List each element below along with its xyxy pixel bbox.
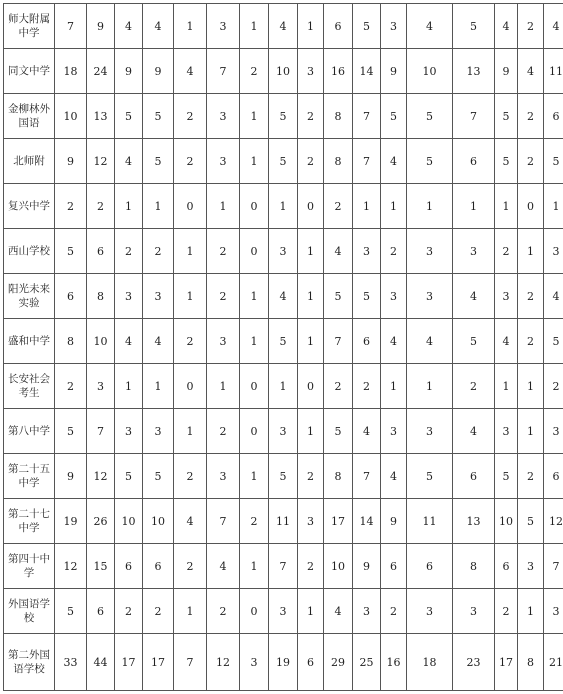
- value-cell: 2: [174, 544, 207, 589]
- value-cell: 8: [324, 94, 353, 139]
- value-cell: 5: [143, 94, 174, 139]
- school-name-cell: 盛和中学: [4, 319, 55, 364]
- value-cell: 2: [544, 364, 563, 409]
- value-cell: 2: [115, 229, 143, 274]
- value-cell: 6: [298, 634, 324, 691]
- value-cell: 3: [381, 4, 407, 49]
- table-row: [4, 634, 563, 691]
- school-name-cell: 第四十中学: [4, 544, 55, 589]
- value-cell: 2: [298, 544, 324, 589]
- value-cell: 1: [269, 364, 298, 409]
- value-cell: 2: [143, 229, 174, 274]
- value-cell: 3: [207, 454, 240, 499]
- value-cell: 2: [207, 589, 240, 634]
- value-cell: 2: [174, 319, 207, 364]
- value-cell: 7: [207, 49, 240, 94]
- value-cell: 1: [298, 409, 324, 454]
- value-cell: 0: [240, 229, 269, 274]
- school-name-cell: 第二十七中学: [4, 499, 55, 544]
- value-cell: 2: [240, 49, 269, 94]
- value-cell: 3: [407, 589, 453, 634]
- value-cell: 16: [324, 49, 353, 94]
- value-cell: 5: [407, 94, 453, 139]
- value-cell: 1: [298, 319, 324, 364]
- value-cell: 1: [381, 364, 407, 409]
- value-cell: 1: [495, 364, 518, 409]
- school-name-cell: 金柳林外国语: [4, 94, 55, 139]
- value-cell: 1: [143, 364, 174, 409]
- value-cell: 8: [324, 454, 353, 499]
- value-cell: 2: [324, 184, 353, 229]
- value-cell: 0: [298, 184, 324, 229]
- value-cell: 0: [240, 364, 269, 409]
- value-cell: 1: [174, 229, 207, 274]
- value-cell: 5: [115, 454, 143, 499]
- school-quota-table: [3, 3, 563, 691]
- value-cell: 5: [544, 139, 563, 184]
- value-cell: 6: [87, 229, 115, 274]
- value-cell: 3: [518, 544, 544, 589]
- value-cell: 5: [353, 4, 381, 49]
- value-cell: 0: [174, 364, 207, 409]
- value-cell: 5: [495, 94, 518, 139]
- value-cell: 4: [407, 4, 453, 49]
- value-cell: 0: [240, 184, 269, 229]
- value-cell: 9: [381, 49, 407, 94]
- value-cell: 10: [324, 544, 353, 589]
- value-cell: 44: [87, 634, 115, 691]
- value-cell: 5: [407, 454, 453, 499]
- value-cell: 9: [495, 49, 518, 94]
- value-cell: 1: [115, 184, 143, 229]
- value-cell: 2: [115, 589, 143, 634]
- value-cell: 7: [87, 409, 115, 454]
- value-cell: 6: [453, 454, 495, 499]
- value-cell: 17: [324, 499, 353, 544]
- value-cell: 3: [115, 274, 143, 319]
- value-cell: 9: [55, 139, 87, 184]
- value-cell: 4: [407, 319, 453, 364]
- value-cell: 8: [453, 544, 495, 589]
- value-cell: 2: [207, 409, 240, 454]
- value-cell: 3: [207, 319, 240, 364]
- value-cell: 3: [407, 274, 453, 319]
- value-cell: 7: [544, 544, 563, 589]
- value-cell: 7: [353, 139, 381, 184]
- value-cell: 4: [353, 409, 381, 454]
- table-row: [4, 184, 563, 229]
- school-name-cell: 师大附属中学: [4, 4, 55, 49]
- value-cell: 1: [269, 184, 298, 229]
- table-row: [4, 49, 563, 94]
- value-cell: 12: [87, 454, 115, 499]
- value-cell: 8: [87, 274, 115, 319]
- value-cell: 3: [495, 409, 518, 454]
- value-cell: 0: [174, 184, 207, 229]
- value-cell: 10: [495, 499, 518, 544]
- value-cell: 5: [495, 454, 518, 499]
- table-row: [4, 229, 563, 274]
- value-cell: 4: [544, 4, 563, 49]
- value-cell: 6: [407, 544, 453, 589]
- value-cell: 2: [518, 319, 544, 364]
- value-cell: 12: [207, 634, 240, 691]
- table-row: [4, 364, 563, 409]
- table-row: [4, 94, 563, 139]
- value-cell: 1: [518, 364, 544, 409]
- value-cell: 3: [207, 4, 240, 49]
- value-cell: 2: [143, 589, 174, 634]
- value-cell: 23: [453, 634, 495, 691]
- value-cell: 4: [453, 409, 495, 454]
- value-cell: 16: [381, 634, 407, 691]
- value-cell: 3: [240, 634, 269, 691]
- value-cell: 3: [143, 274, 174, 319]
- value-cell: 2: [518, 94, 544, 139]
- value-cell: 19: [269, 634, 298, 691]
- value-cell: 3: [544, 229, 563, 274]
- table-row: [4, 4, 563, 49]
- value-cell: 18: [55, 49, 87, 94]
- value-cell: 2: [353, 364, 381, 409]
- school-name-cell: 北师附: [4, 139, 55, 184]
- value-cell: 4: [381, 319, 407, 364]
- value-cell: 6: [87, 589, 115, 634]
- value-cell: 1: [143, 184, 174, 229]
- value-cell: 2: [495, 229, 518, 274]
- value-cell: 12: [55, 544, 87, 589]
- value-cell: 2: [495, 589, 518, 634]
- value-cell: 24: [87, 49, 115, 94]
- value-cell: 4: [495, 319, 518, 364]
- value-cell: 11: [544, 49, 563, 94]
- value-cell: 1: [174, 589, 207, 634]
- table-row: [4, 499, 563, 544]
- value-cell: 1: [518, 229, 544, 274]
- table-row: [4, 454, 563, 499]
- value-cell: 2: [381, 229, 407, 274]
- value-cell: 6: [381, 544, 407, 589]
- value-cell: 2: [174, 94, 207, 139]
- value-cell: 1: [240, 94, 269, 139]
- value-cell: 2: [381, 589, 407, 634]
- value-cell: 1: [544, 184, 563, 229]
- value-cell: 4: [324, 589, 353, 634]
- value-cell: 2: [518, 4, 544, 49]
- value-cell: 5: [353, 274, 381, 319]
- value-cell: 29: [324, 634, 353, 691]
- value-cell: 0: [518, 184, 544, 229]
- value-cell: 3: [207, 139, 240, 184]
- value-cell: 2: [518, 454, 544, 499]
- value-cell: 1: [207, 364, 240, 409]
- value-cell: 2: [55, 364, 87, 409]
- value-cell: 13: [453, 49, 495, 94]
- value-cell: 1: [174, 4, 207, 49]
- school-name-cell: 西山学校: [4, 229, 55, 274]
- value-cell: 1: [495, 184, 518, 229]
- value-cell: 7: [324, 319, 353, 364]
- value-cell: 19: [55, 499, 87, 544]
- value-cell: 3: [353, 589, 381, 634]
- value-cell: 0: [240, 409, 269, 454]
- value-cell: 2: [207, 229, 240, 274]
- value-cell: 4: [115, 319, 143, 364]
- table-body: [4, 4, 563, 691]
- value-cell: 13: [87, 94, 115, 139]
- value-cell: 5: [269, 94, 298, 139]
- value-cell: 4: [381, 139, 407, 184]
- value-cell: 2: [453, 364, 495, 409]
- value-cell: 1: [298, 4, 324, 49]
- value-cell: 4: [207, 544, 240, 589]
- value-cell: 5: [55, 229, 87, 274]
- value-cell: 1: [298, 229, 324, 274]
- school-name-cell: 外国语学校: [4, 589, 55, 634]
- value-cell: 12: [87, 139, 115, 184]
- value-cell: 4: [115, 4, 143, 49]
- value-cell: 3: [143, 409, 174, 454]
- value-cell: 3: [453, 229, 495, 274]
- value-cell: 5: [518, 499, 544, 544]
- value-cell: 2: [240, 499, 269, 544]
- table-row: [4, 274, 563, 319]
- value-cell: 7: [55, 4, 87, 49]
- value-cell: 7: [207, 499, 240, 544]
- value-cell: 6: [544, 454, 563, 499]
- value-cell: 5: [324, 274, 353, 319]
- value-cell: 17: [115, 634, 143, 691]
- value-cell: 1: [240, 274, 269, 319]
- value-cell: 4: [143, 4, 174, 49]
- school-name-cell: 第二十五中学: [4, 454, 55, 499]
- value-cell: 25: [353, 634, 381, 691]
- value-cell: 4: [518, 49, 544, 94]
- value-cell: 5: [269, 139, 298, 184]
- value-cell: 5: [55, 589, 87, 634]
- value-cell: 10: [55, 94, 87, 139]
- value-cell: 5: [544, 319, 563, 364]
- value-cell: 3: [353, 229, 381, 274]
- value-cell: 2: [298, 454, 324, 499]
- value-cell: 5: [143, 139, 174, 184]
- value-cell: 5: [324, 409, 353, 454]
- table-row: [4, 589, 563, 634]
- school-name-cell: 第八中学: [4, 409, 55, 454]
- value-cell: 3: [381, 274, 407, 319]
- value-cell: 1: [298, 274, 324, 319]
- school-name-cell: 复兴中学: [4, 184, 55, 229]
- value-cell: 5: [269, 454, 298, 499]
- school-name-cell: 第二外国语学校: [4, 634, 55, 691]
- value-cell: 17: [495, 634, 518, 691]
- value-cell: 6: [353, 319, 381, 364]
- value-cell: 11: [269, 499, 298, 544]
- value-cell: 2: [174, 139, 207, 184]
- value-cell: 9: [115, 49, 143, 94]
- value-cell: 9: [55, 454, 87, 499]
- value-cell: 5: [407, 139, 453, 184]
- value-cell: 1: [174, 409, 207, 454]
- value-cell: 3: [544, 589, 563, 634]
- value-cell: 3: [207, 94, 240, 139]
- value-cell: 2: [298, 139, 324, 184]
- value-cell: 3: [115, 409, 143, 454]
- value-cell: 33: [55, 634, 87, 691]
- table-row: [4, 139, 563, 184]
- value-cell: 0: [298, 364, 324, 409]
- value-cell: 1: [240, 544, 269, 589]
- value-cell: 3: [381, 409, 407, 454]
- value-cell: 6: [143, 544, 174, 589]
- value-cell: 4: [174, 499, 207, 544]
- value-cell: 10: [143, 499, 174, 544]
- value-cell: 6: [544, 94, 563, 139]
- value-cell: 1: [115, 364, 143, 409]
- value-cell: 1: [174, 274, 207, 319]
- value-cell: 6: [324, 4, 353, 49]
- value-cell: 1: [518, 409, 544, 454]
- value-cell: 1: [207, 184, 240, 229]
- value-cell: 2: [518, 139, 544, 184]
- school-name-cell: 阳光未来实验: [4, 274, 55, 319]
- school-name-cell: 同文中学: [4, 49, 55, 94]
- value-cell: 15: [87, 544, 115, 589]
- value-cell: 1: [240, 139, 269, 184]
- value-cell: 1: [240, 319, 269, 364]
- value-cell: 6: [495, 544, 518, 589]
- value-cell: 1: [298, 589, 324, 634]
- value-cell: 4: [143, 319, 174, 364]
- value-cell: 5: [269, 319, 298, 364]
- value-cell: 8: [518, 634, 544, 691]
- value-cell: 1: [453, 184, 495, 229]
- value-cell: 1: [518, 589, 544, 634]
- value-cell: 12: [544, 499, 563, 544]
- value-cell: 7: [269, 544, 298, 589]
- value-cell: 4: [324, 229, 353, 274]
- value-cell: 21: [544, 634, 563, 691]
- value-cell: 6: [55, 274, 87, 319]
- school-name-cell: 长安社会考生: [4, 364, 55, 409]
- value-cell: 2: [298, 94, 324, 139]
- value-cell: 9: [353, 544, 381, 589]
- value-cell: 4: [174, 49, 207, 94]
- value-cell: 2: [55, 184, 87, 229]
- value-cell: 13: [453, 499, 495, 544]
- value-cell: 18: [407, 634, 453, 691]
- value-cell: 0: [240, 589, 269, 634]
- value-cell: 14: [353, 49, 381, 94]
- value-cell: 2: [207, 274, 240, 319]
- value-cell: 5: [495, 139, 518, 184]
- value-cell: 4: [269, 274, 298, 319]
- value-cell: 3: [495, 274, 518, 319]
- value-cell: 3: [544, 409, 563, 454]
- value-cell: 2: [518, 274, 544, 319]
- value-cell: 5: [115, 94, 143, 139]
- value-cell: 8: [55, 319, 87, 364]
- value-cell: 3: [269, 589, 298, 634]
- value-cell: 26: [87, 499, 115, 544]
- value-cell: 7: [353, 454, 381, 499]
- value-cell: 1: [407, 364, 453, 409]
- value-cell: 3: [298, 49, 324, 94]
- value-cell: 7: [353, 94, 381, 139]
- value-cell: 4: [453, 274, 495, 319]
- value-cell: 4: [381, 454, 407, 499]
- value-cell: 7: [453, 94, 495, 139]
- value-cell: 14: [353, 499, 381, 544]
- value-cell: 7: [174, 634, 207, 691]
- value-cell: 6: [453, 139, 495, 184]
- value-cell: 10: [269, 49, 298, 94]
- value-cell: 5: [381, 94, 407, 139]
- value-cell: 1: [240, 454, 269, 499]
- value-cell: 3: [269, 409, 298, 454]
- value-cell: 6: [115, 544, 143, 589]
- value-cell: 5: [143, 454, 174, 499]
- table-row: [4, 319, 563, 364]
- value-cell: 1: [407, 184, 453, 229]
- value-cell: 11: [407, 499, 453, 544]
- value-cell: 2: [174, 454, 207, 499]
- value-cell: 4: [269, 4, 298, 49]
- value-cell: 2: [87, 184, 115, 229]
- value-cell: 17: [143, 634, 174, 691]
- value-cell: 3: [453, 589, 495, 634]
- value-cell: 3: [407, 229, 453, 274]
- value-cell: 10: [407, 49, 453, 94]
- table-row: [4, 409, 563, 454]
- value-cell: 5: [55, 409, 87, 454]
- value-cell: 1: [240, 4, 269, 49]
- value-cell: 10: [115, 499, 143, 544]
- value-cell: 3: [269, 229, 298, 274]
- value-cell: 4: [115, 139, 143, 184]
- value-cell: 5: [453, 4, 495, 49]
- value-cell: 1: [353, 184, 381, 229]
- value-cell: 9: [381, 499, 407, 544]
- table-row: [4, 544, 563, 589]
- value-cell: 2: [324, 364, 353, 409]
- value-cell: 9: [87, 4, 115, 49]
- value-cell: 1: [381, 184, 407, 229]
- value-cell: 10: [87, 319, 115, 364]
- value-cell: 8: [324, 139, 353, 184]
- value-cell: 3: [407, 409, 453, 454]
- value-cell: 4: [495, 4, 518, 49]
- value-cell: 3: [298, 499, 324, 544]
- value-cell: 4: [544, 274, 563, 319]
- value-cell: 3: [87, 364, 115, 409]
- value-cell: 5: [453, 319, 495, 364]
- value-cell: 9: [143, 49, 174, 94]
